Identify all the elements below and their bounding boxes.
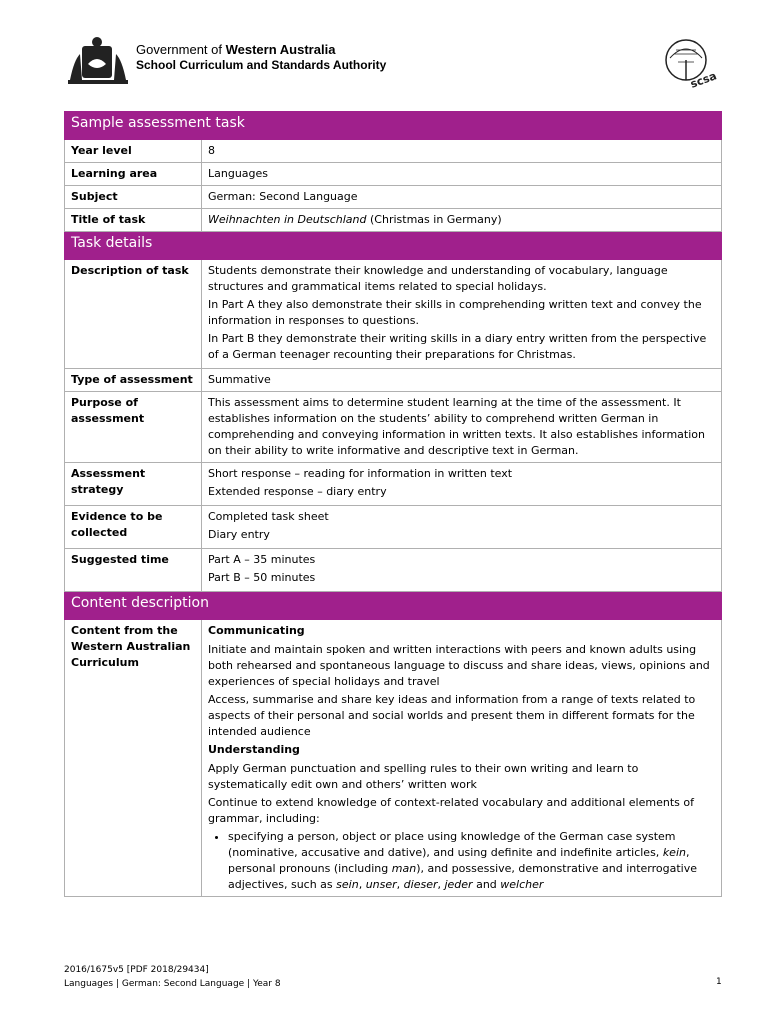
year-level-value: 8 [202, 140, 722, 163]
learning-area-value: Languages [202, 163, 722, 186]
page-footer [64, 963, 281, 991]
communicating-heading: Communicating [208, 624, 305, 637]
type-value: Summative [202, 369, 722, 392]
title-label: Title of task [65, 209, 202, 232]
strategy-label: Assessment strategy [65, 463, 202, 506]
row-subject [65, 186, 722, 209]
row-strategy [65, 463, 722, 506]
row-year-level [65, 140, 722, 163]
row-purpose [65, 392, 722, 463]
title-value: Weihnachten in Deutschland (Christmas in Germany) [202, 209, 722, 232]
page-number: 1 [716, 977, 722, 987]
evidence-value: Completed task sheet Diary entry [202, 506, 722, 549]
government-title: Government of Western Australia [136, 42, 336, 57]
page-header [64, 36, 724, 92]
purpose-label: Purpose of assessment [65, 392, 202, 463]
section-header-content: Content description [65, 592, 722, 620]
row-content [65, 620, 722, 897]
type-label: Type of assessment [65, 369, 202, 392]
row-learning-area [65, 163, 722, 186]
row-description [65, 260, 722, 369]
description-value: Students demonstrate their knowledge and understanding of vocabulary, language structures and grammatical items related to special holidays. In Part A they also demonstrate their skills in comprehending written text and convey the information in responses to questions. In Part B they demonstrate their writing skills in a diary entry written from the perspective of a German teenager recounting their preparations for Christmas. [202, 260, 722, 369]
row-time [65, 549, 722, 592]
content-label: Content from the Western Australian Curriculum [65, 620, 202, 897]
scsa-logo [656, 36, 724, 92]
section-header-task-details: Task details [65, 232, 722, 260]
scsa-logo-text: scsa [688, 69, 719, 91]
section-header-sample: Sample assessment task [65, 112, 722, 140]
grammar-list [208, 829, 715, 893]
strategy-value: Short response – reading for information in written text Extended response – diary entry [202, 463, 722, 506]
subject-label: Subject [65, 186, 202, 209]
wa-crest-logo [64, 36, 132, 86]
row-evidence [65, 506, 722, 549]
content-value: Communicating Initiate and maintain spoken and written interactions with peers and known adults using both rehearsed and spontaneous language to discuss and share ideas, views, opinions and experiences of special holidays and travel Access, summarise and share key ideas and information from a range of texts related to aspects of their personal and social worlds and present them in different formats for the intended audience Understanding Apply German punctuation and spelling rules to their own writing and learn to systematically edit own and others’ written work Continue to extend knowledge of context-related vocabulary and additional elements of grammar, including: • specifying a person, object or place using knowledge of the German case system (nominative, accusative and dative), and using definite and indefinite articles, kein, personal pronouns (including man), and possessive, demonstrative and interrogative adjectives, such as sein, unser, dieser, jeder and welcher [202, 620, 722, 897]
year-level-label: Year level [65, 140, 202, 163]
list-item: • specifying a person, object or place using knowledge of the German case system (nominative, accusative and dative), and using definite and indefinite articles, kein, personal pronouns (including man), and possessive, demonstrative and interrogative adjectives, such as sein, unser, dieser, jeder and welcher [228, 829, 715, 893]
subject-value: German: Second Language [202, 186, 722, 209]
authority-title: School Curriculum and Standards Authority [136, 58, 387, 72]
purpose-value: This assessment aims to determine student learning at the time of the assessment. It establishes information on the students’ ability to comprehend written German in comprehending and conveying information in written texts. It also establishes information on their ability to write informative and descriptive text in German. [202, 392, 722, 463]
time-value: Part A – 35 minutes Part B – 50 minutes [202, 549, 722, 592]
time-label: Suggested time [65, 549, 202, 592]
description-label: Description of task [65, 260, 202, 369]
evidence-label: Evidence to be collected [65, 506, 202, 549]
course-line: Languages | German: Second Language | Year 8 [64, 979, 281, 989]
row-type [65, 369, 722, 392]
document-reference: 2016/1675v5 [PDF 2018/29434] [64, 965, 209, 975]
assessment-table [64, 111, 722, 897]
row-title [65, 209, 722, 232]
learning-area-label: Learning area [65, 163, 202, 186]
understanding-heading: Understanding [208, 743, 300, 756]
